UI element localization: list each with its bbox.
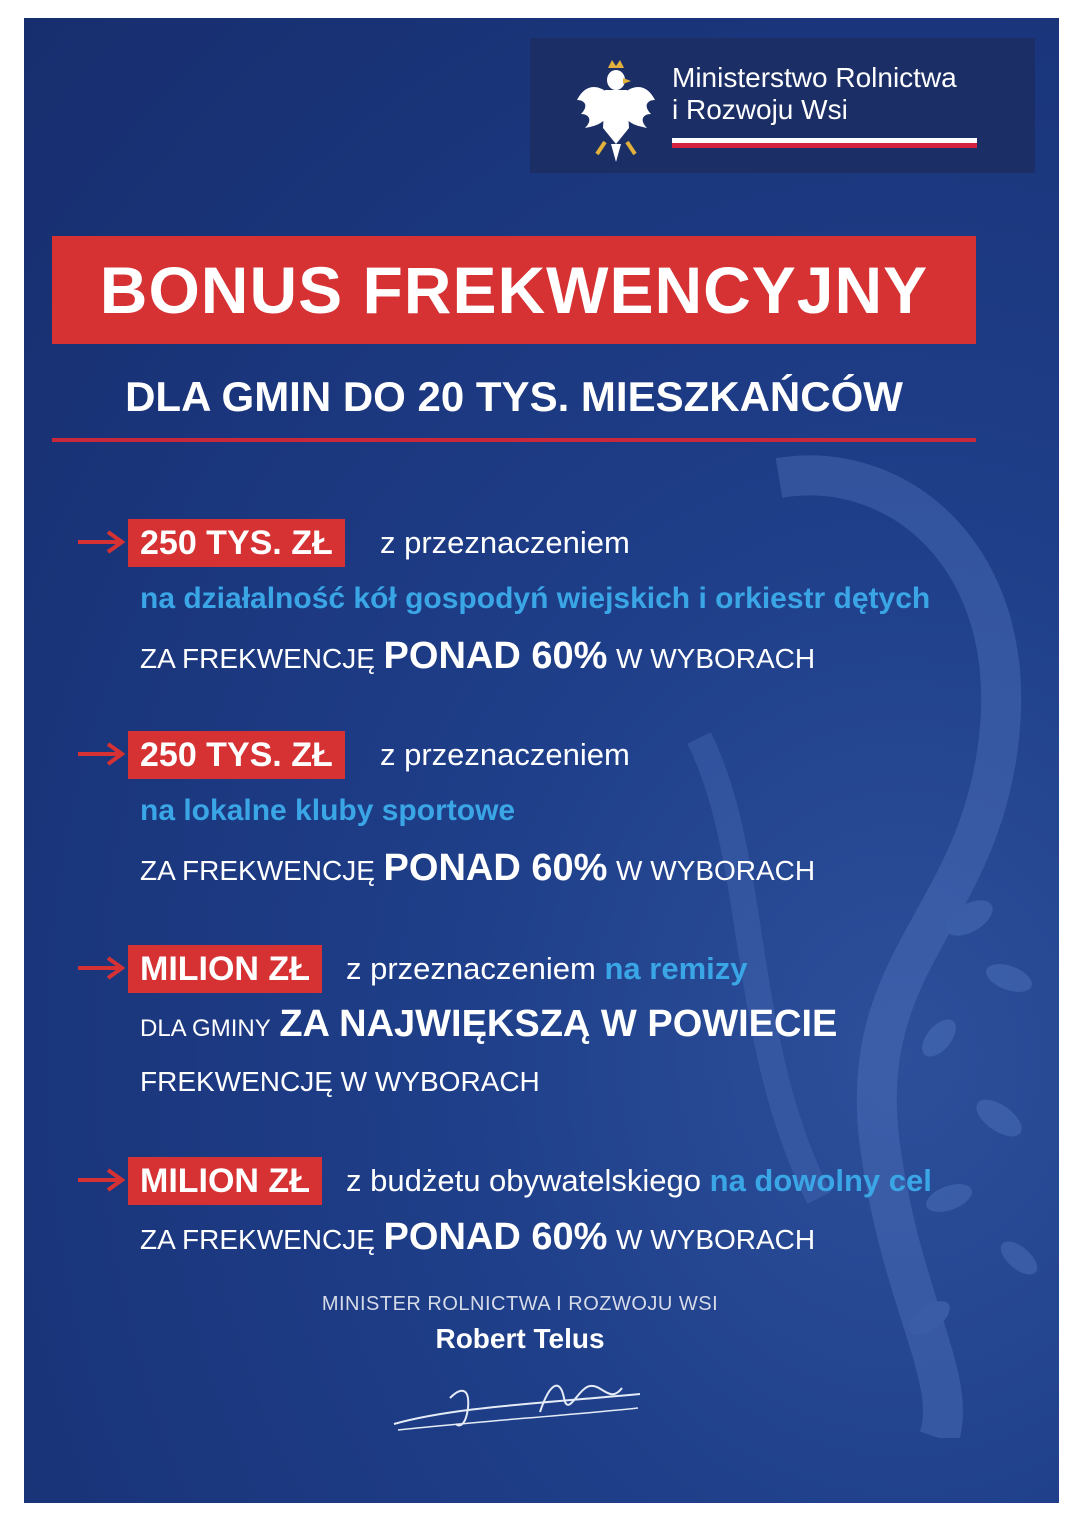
condition-text: ZA FREKWENCJĘ PONAD 60% W WYBORACH <box>140 847 816 889</box>
page-title: BONUS FREKWENCYJNY <box>99 253 929 327</box>
page-subtitle: DLA GMIN DO 20 TYS. MIESZKAŃCÓW <box>125 373 903 420</box>
arrow-right-icon <box>76 956 128 980</box>
arrow-right-icon <box>76 742 128 766</box>
amount-badge: 250 TYS. ZŁ <box>128 731 345 779</box>
amount-description: z przeznaczeniem <box>380 737 630 772</box>
amount-badge: MILION ZŁ <box>128 1157 322 1205</box>
amount-badge: 250 TYS. ZŁ <box>128 519 345 567</box>
arrow-right-icon <box>76 530 128 554</box>
eagle-emblem-icon <box>575 58 657 166</box>
condition-text: ZA FREKWENCJĘ PONAD 60% W WYBORACH <box>140 1216 816 1258</box>
title-divider <box>52 438 976 442</box>
signer-role: MINISTER ROLNICTWA I ROZWOJU WSI <box>321 1293 719 1315</box>
condition-text: DLA GMINY ZA NAJWIĘKSZĄ W POWIECIE <box>140 1003 838 1045</box>
amount-description: z przeznaczeniem na remizy <box>346 951 748 986</box>
ministry-name <box>672 62 957 126</box>
ministry-name-line2: i Rozwoju Wsi <box>672 94 848 125</box>
amount-description: z przeznaczeniem <box>380 525 630 560</box>
purpose-text: na działalność kół gospodyń wiejskich i orkiestr dętych <box>140 582 931 615</box>
handwritten-signature <box>390 1368 650 1438</box>
amount-badge: MILION ZŁ <box>128 945 322 993</box>
arrow-right-icon <box>76 1168 128 1192</box>
ministry-name-line1: Ministerstwo Rolnictwa <box>672 62 957 93</box>
condition-text: ZA FREKWENCJĘ PONAD 60% W WYBORACH <box>140 635 816 677</box>
flag-stripe <box>672 138 977 148</box>
signer-name: Robert Telus <box>435 1323 605 1354</box>
amount-description: z budżetu obywatelskiego na dowolny cel <box>346 1163 932 1198</box>
condition-text-continued: FREKWENCJĘ W WYBORACH <box>140 1066 540 1097</box>
purpose-text: na lokalne kluby sportowe <box>140 794 516 827</box>
